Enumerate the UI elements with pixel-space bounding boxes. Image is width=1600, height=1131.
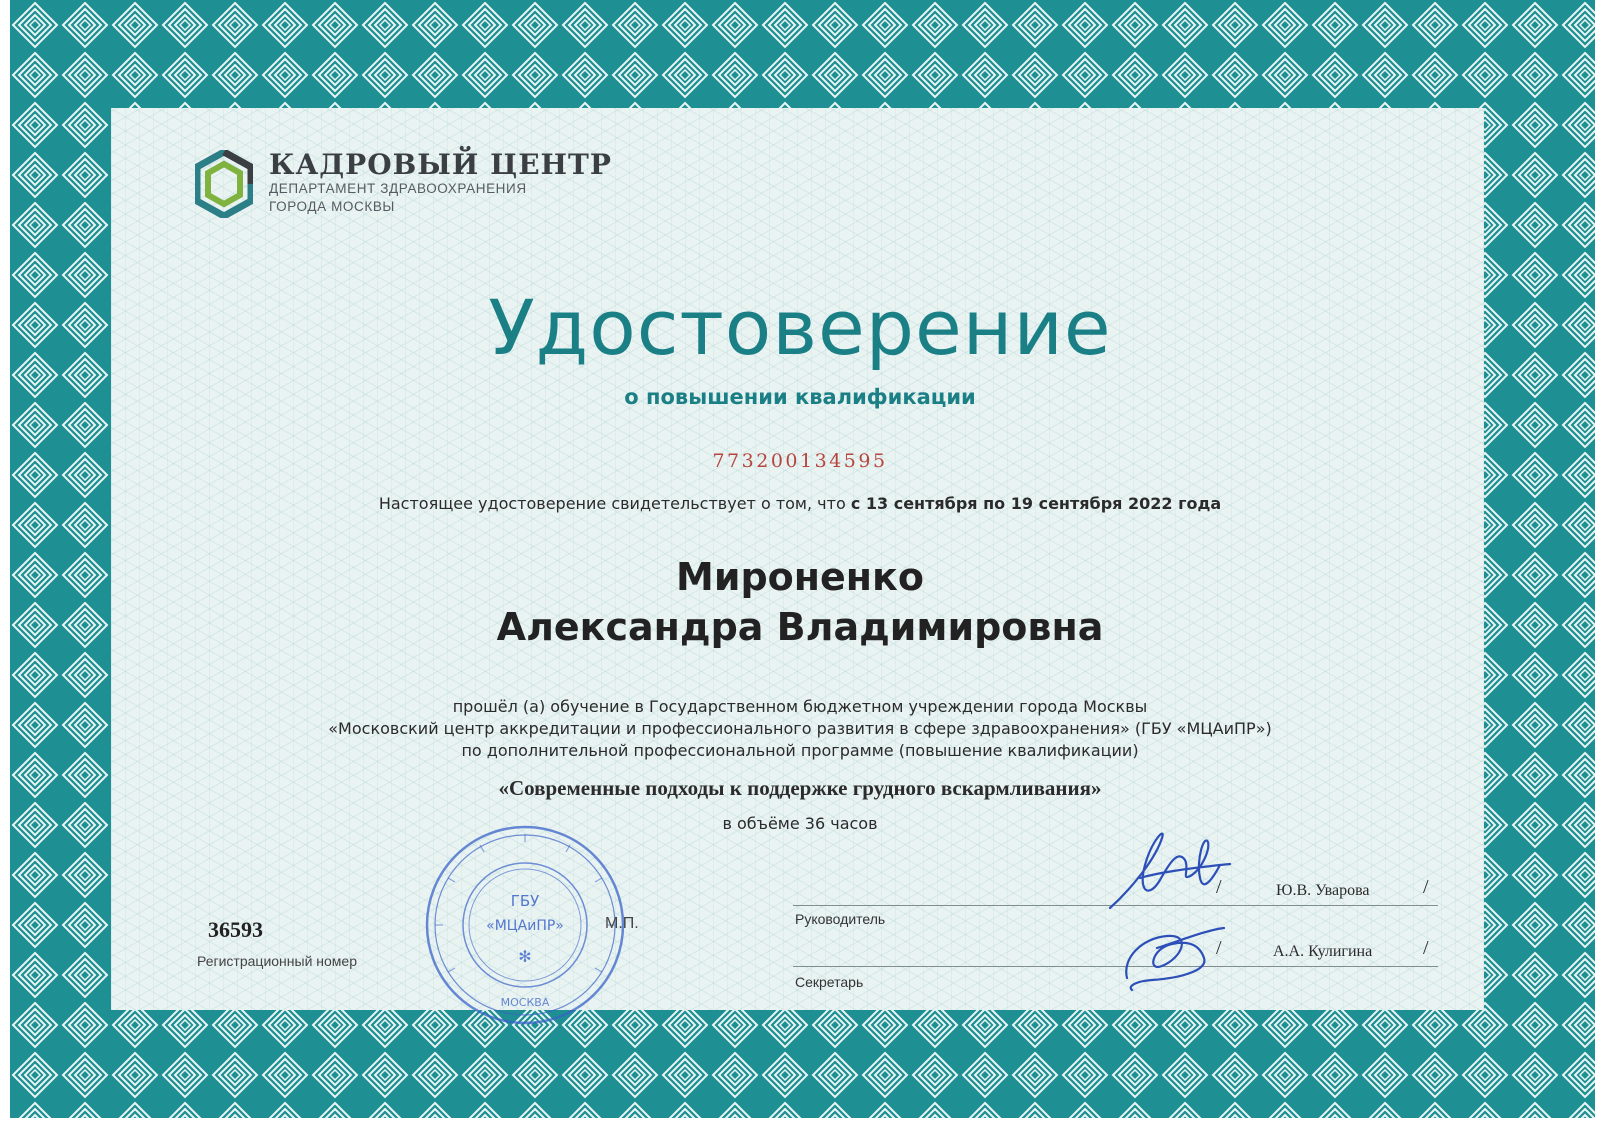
head-handwritten-signature bbox=[1100, 820, 1240, 920]
logo-title: КАДРОВЫЙ ЦЕНТР bbox=[269, 148, 612, 181]
certificate-subtitle: о повышении квалификации bbox=[624, 385, 976, 409]
kadrovy-centr-logo bbox=[195, 150, 612, 218]
holder-surname: Мироненко bbox=[676, 555, 924, 599]
logo-line1: ДЕПАРТАМЕНТ ЗДРАВООХРАНЕНИЯ bbox=[269, 181, 527, 196]
head-slash-left: / bbox=[1216, 876, 1222, 898]
holder-given-names: Александра Владимировна bbox=[496, 605, 1104, 649]
stamp-city: МОСКВА bbox=[500, 996, 550, 1009]
certify-prefix: Настоящее удостоверение свидетельствует о том, что bbox=[378, 494, 846, 513]
body-line-3: по дополнительной профессиональной программе (повышение квалификации) bbox=[461, 741, 1139, 760]
certify-statement bbox=[0, 494, 1600, 513]
seal-mark: М.П. bbox=[605, 915, 639, 932]
secretary-role-label: Секретарь bbox=[795, 974, 864, 990]
official-stamp bbox=[420, 820, 630, 1030]
certificate-title: Удостоверение bbox=[488, 283, 1112, 372]
body-line-1: прошёл (а) обучение в Государственном бюджетном учреждении города Москвы bbox=[452, 697, 1148, 716]
hexagon-logo-icon bbox=[195, 150, 253, 218]
secretary-slash-left: / bbox=[1216, 937, 1222, 959]
head-slash-right: / bbox=[1423, 876, 1429, 898]
secretary-slash-right: / bbox=[1423, 937, 1429, 959]
stamp-line2: «МЦАиПР» bbox=[486, 918, 564, 934]
secretary-signer-name: А.А. Кулигина bbox=[1273, 943, 1373, 960]
serial-number: 773200134595 bbox=[712, 450, 888, 472]
program-hours: в объёме 36 часов bbox=[722, 814, 878, 833]
training-description bbox=[0, 696, 1600, 762]
holder-name bbox=[0, 552, 1600, 652]
stamp-star-icon: ✻ bbox=[518, 947, 532, 966]
head-role-label: Руководитель bbox=[795, 911, 886, 927]
logo-line2: ГОРОДА МОСКВЫ bbox=[269, 199, 395, 214]
body-line-2: «Московский центр аккредитации и профессионального развития в сфере здравоохранения» (ГБУ «МЦАиПР») bbox=[328, 719, 1272, 738]
registration-number: 36593 bbox=[208, 917, 263, 942]
secretary-handwritten-signature bbox=[1112, 918, 1232, 998]
stamp-line1: ГБУ bbox=[510, 892, 540, 910]
certify-period: с 13 сентября по 19 сентября 2022 года bbox=[850, 494, 1222, 513]
program-title: «Современные подходы к поддержке грудного вскармливания» bbox=[498, 776, 1102, 800]
head-signer-name: Ю.В. Уварова bbox=[1276, 882, 1370, 899]
registration-label: Регистрационный номер bbox=[197, 953, 357, 969]
